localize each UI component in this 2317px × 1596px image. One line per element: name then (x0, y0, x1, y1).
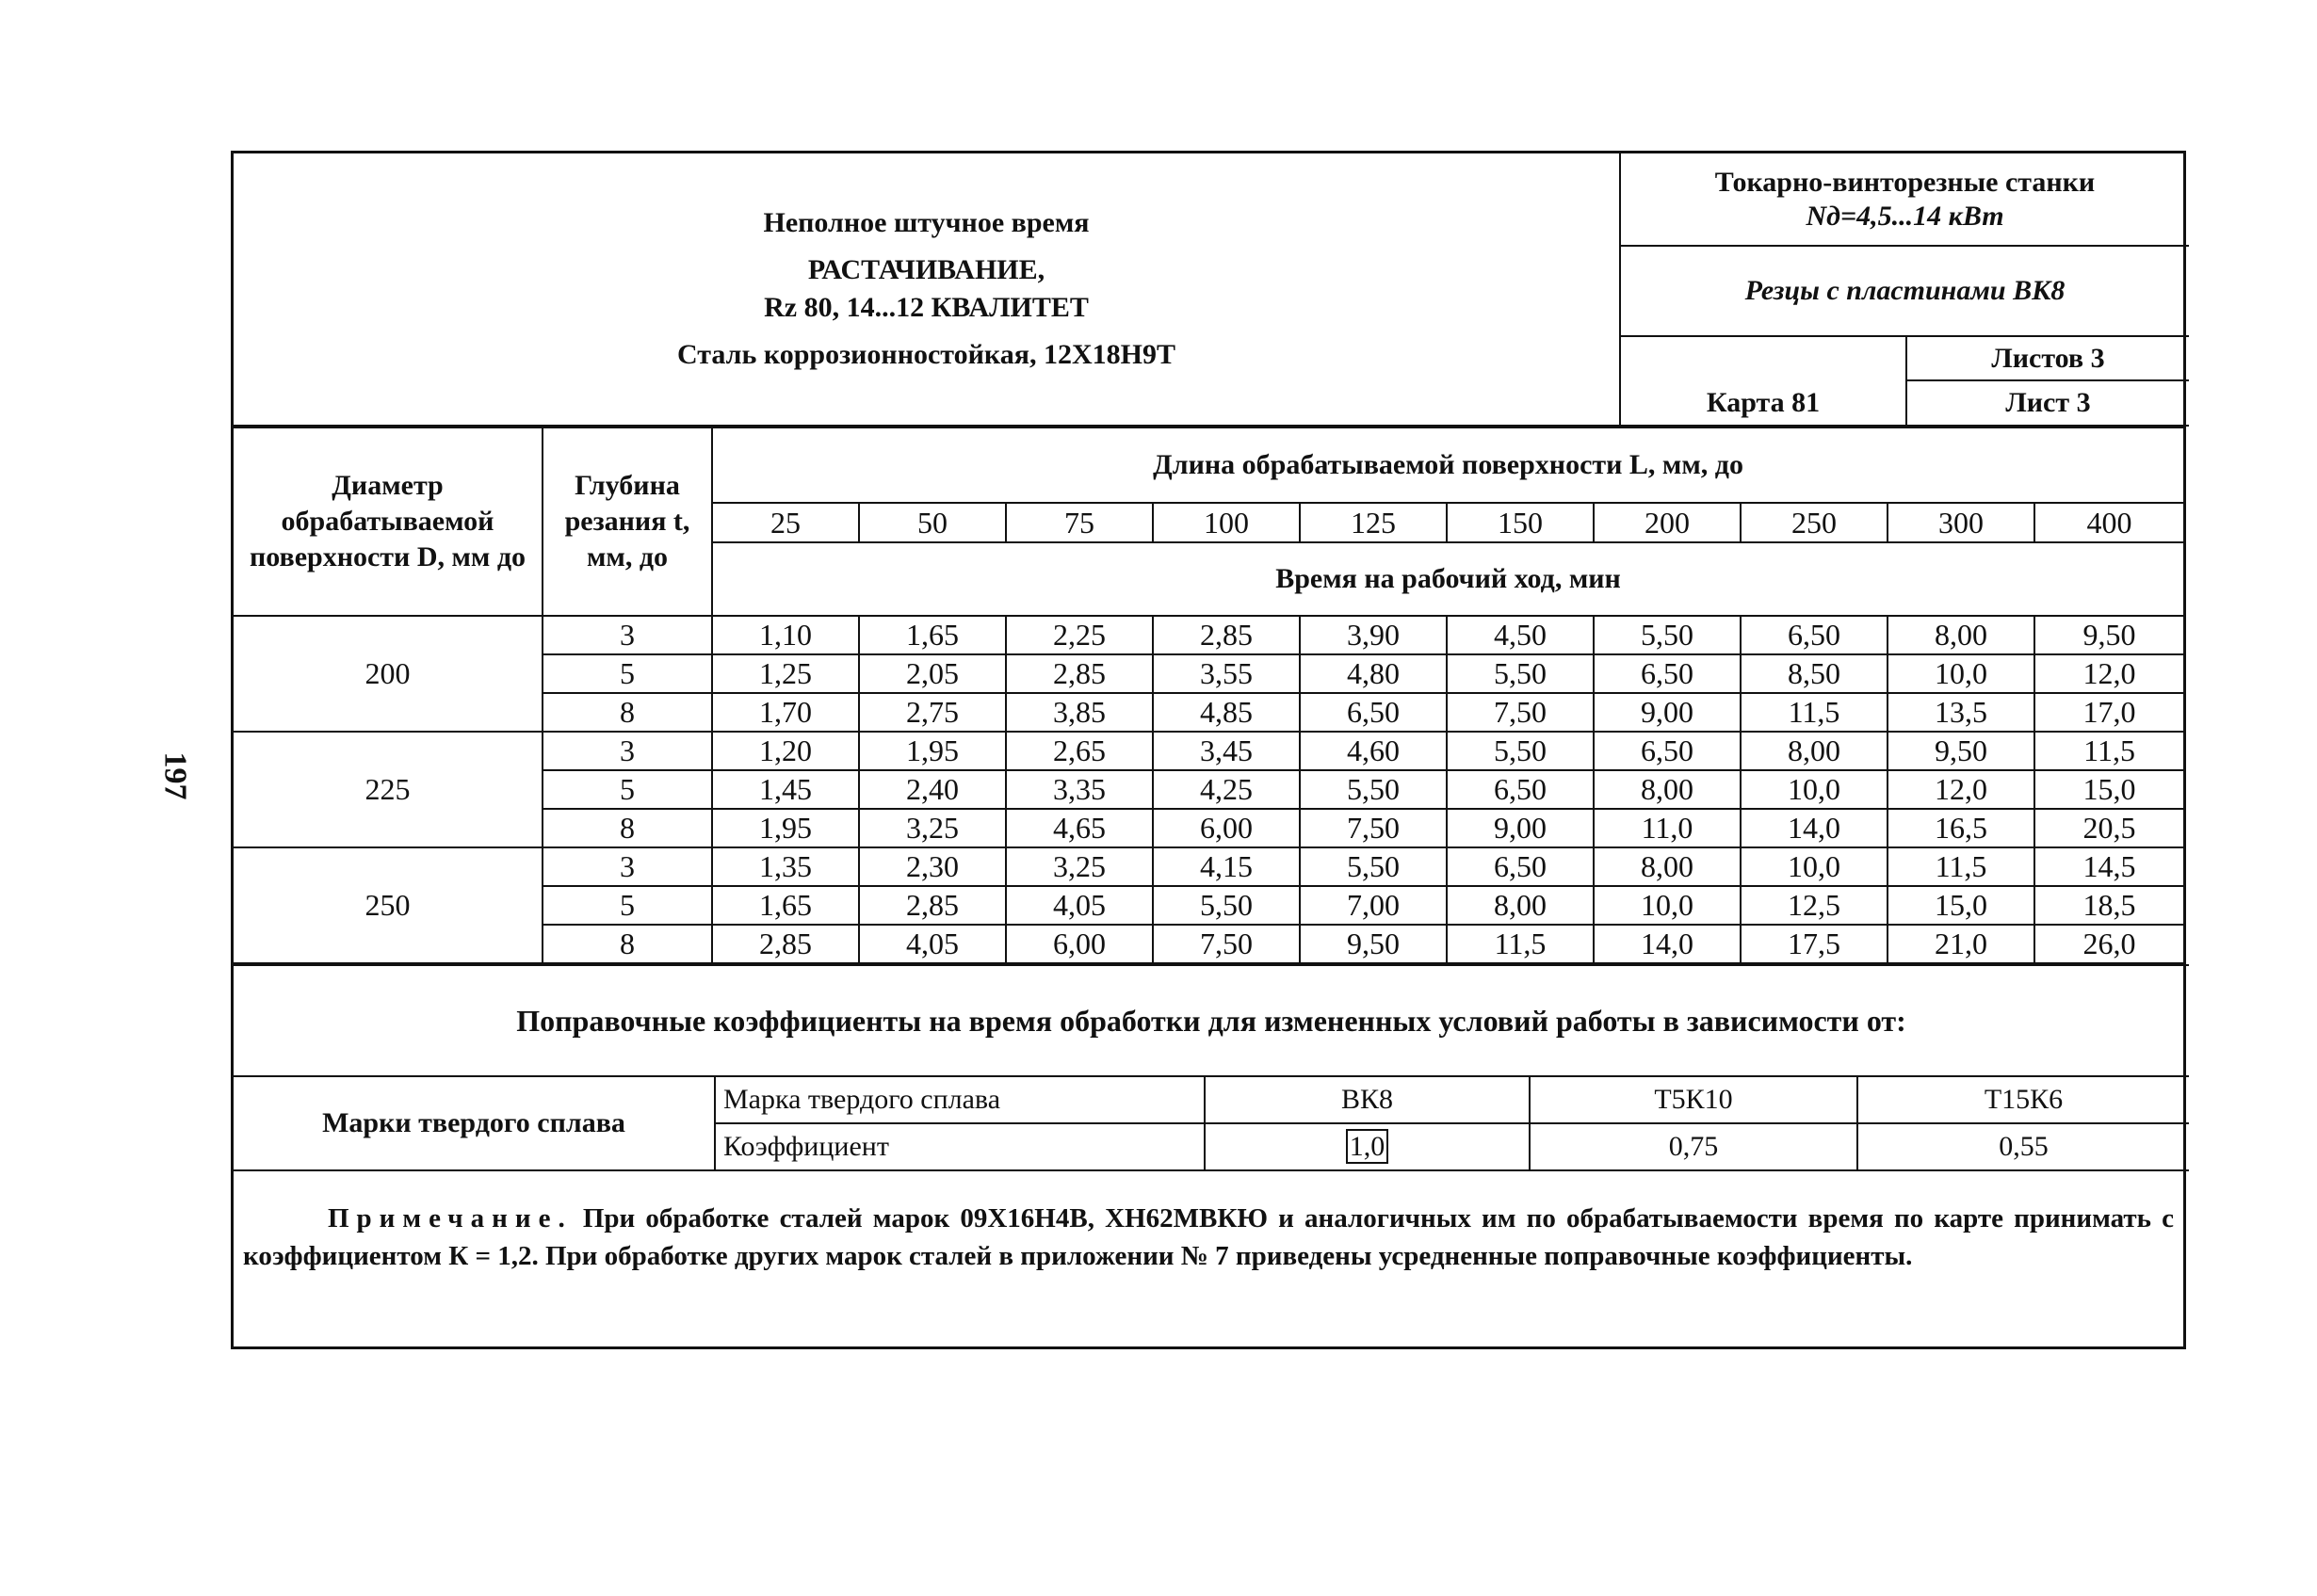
norm-card (231, 151, 2186, 1349)
time-cell: 3,90 (1300, 616, 1447, 654)
time-cell: 5,50 (1300, 847, 1447, 886)
time-cell: 3,85 (1006, 693, 1153, 732)
time-cell: 3,55 (1153, 654, 1300, 693)
length-8: 300 (1888, 503, 2034, 542)
depth-cell: 8 (543, 693, 712, 732)
time-cell: 1,95 (859, 732, 1006, 770)
material: Сталь коррозионностойкая, 12Х18Н9Т (676, 339, 1175, 370)
length-6: 200 (1594, 503, 1741, 542)
time-cell: 2,85 (712, 925, 859, 963)
time-cell: 10,0 (1741, 847, 1888, 886)
note (234, 1171, 2183, 1303)
time-cell: 3,25 (1006, 847, 1153, 886)
tools-info: Резцы с пластинами ВК8 (1620, 246, 2189, 336)
time-cell: 2,65 (1006, 732, 1153, 770)
time-cell: 2,25 (1006, 616, 1153, 654)
time-cell: 17,5 (1741, 925, 1888, 963)
card-number: Карта 81 (1620, 336, 1906, 426)
time-cell: 7,50 (1300, 809, 1447, 847)
time-cell: 7,00 (1300, 886, 1447, 925)
length-5: 150 (1447, 503, 1594, 542)
time-cell: 1,70 (712, 693, 859, 732)
time-cell: 6,50 (1741, 616, 1888, 654)
time-cell: 5,50 (1447, 732, 1594, 770)
time-cell: 5,50 (1447, 654, 1594, 693)
time-cell: 8,00 (1888, 616, 2034, 654)
time-cell: 12,5 (1741, 886, 1888, 925)
time-cell: 7,50 (1447, 693, 1594, 732)
time-cell: 3,35 (1006, 770, 1153, 809)
time-cell: 14,5 (2034, 847, 2183, 886)
depth-cell: 5 (543, 654, 712, 693)
time-cell: 12,0 (1888, 770, 2034, 809)
col-length-header: Длина обрабатываемой поверхности L, мм, до (712, 427, 2183, 503)
time-cell: 6,50 (1594, 732, 1741, 770)
time-cell: 5,50 (1300, 770, 1447, 809)
time-cell: 3,25 (859, 809, 1006, 847)
corrections-table (234, 964, 2189, 1171)
time-cell: 6,00 (1153, 809, 1300, 847)
length-7: 250 (1741, 503, 1888, 542)
note-text: При обработке сталей марок 09Х16Н4В, ХН62МВКЮ и аналогичных им по обрабатываемости время по карте принимать с коэффициентом К = 1,2. При обработке других марок сталей в приложении № 7 приведены усредненные поправочные коэффициенты. (243, 1203, 2174, 1271)
depth-cell: 8 (543, 809, 712, 847)
time-cell: 2,85 (1153, 616, 1300, 654)
time-cell: 6,50 (1447, 770, 1594, 809)
time-cell: 1,95 (712, 809, 859, 847)
time-cell: 18,5 (2034, 886, 2183, 925)
length-1: 50 (859, 503, 1006, 542)
time-cell: 8,00 (1594, 770, 1741, 809)
machine-line-1: Токарно-винторезные станки (1714, 166, 2096, 198)
machine-line-2: Nд=4,5...14 кВт (1806, 200, 2004, 232)
time-cell: 4,85 (1153, 693, 1300, 732)
coef-vk8: 1,0 (1346, 1129, 1389, 1164)
time-cell: 11,5 (1741, 693, 1888, 732)
coef-t15k6: 0,55 (1857, 1123, 2189, 1170)
title-block (234, 153, 1620, 426)
time-cell: 6,50 (1594, 654, 1741, 693)
time-cell: 11,5 (2034, 732, 2183, 770)
time-cell: 4,80 (1300, 654, 1447, 693)
length-4: 125 (1300, 503, 1447, 542)
sheet-number: Лист 3 (2005, 387, 2091, 418)
time-cell: 15,0 (2034, 770, 2183, 809)
corrections-group-label: Марки твердого сплава (234, 1076, 715, 1170)
col-diameter-header: Диаметр обрабатываемой поверхности D, мм до (234, 427, 543, 616)
time-cell: 11,0 (1594, 809, 1741, 847)
time-cell: 8,00 (1447, 886, 1594, 925)
depth-cell: 3 (543, 732, 712, 770)
time-cell: 4,25 (1153, 770, 1300, 809)
time-cell: 14,0 (1741, 809, 1888, 847)
coef-vk8-cell (1205, 1123, 1530, 1170)
depth-cell: 5 (543, 770, 712, 809)
time-cell: 1,65 (712, 886, 859, 925)
machine-info (1620, 153, 2189, 246)
time-cell: 1,65 (859, 616, 1006, 654)
time-cell: 1,45 (712, 770, 859, 809)
time-cell: 1,35 (712, 847, 859, 886)
time-cell: 8,00 (1594, 847, 1741, 886)
time-cell: 10,0 (1594, 886, 1741, 925)
time-cell: 9,50 (1888, 732, 2034, 770)
time-cell: 10,0 (1741, 770, 1888, 809)
time-cell: 2,40 (859, 770, 1006, 809)
time-table (234, 427, 2183, 964)
header-table (234, 153, 2189, 427)
time-cell: 5,50 (1153, 886, 1300, 925)
table-row (234, 847, 2183, 886)
time-cell: 12,0 (2034, 654, 2183, 693)
time-cell: 20,5 (2034, 809, 2183, 847)
time-cell: 13,5 (1888, 693, 2034, 732)
title-line-2: Rz 80, 14...12 КВАЛИТЕТ (764, 292, 1089, 323)
coefficient-row-label: Коэффициент (715, 1123, 1205, 1170)
diameter-cell: 250 (234, 847, 543, 963)
time-cell: 4,15 (1153, 847, 1300, 886)
coef-t5k10: 0,75 (1530, 1123, 1857, 1170)
time-cell: 9,00 (1594, 693, 1741, 732)
time-data (234, 616, 2183, 963)
time-cell: 11,5 (1447, 925, 1594, 963)
time-cell: 4,05 (859, 925, 1006, 963)
length-3: 100 (1153, 503, 1300, 542)
time-cell: 2,75 (859, 693, 1006, 732)
length-2: 75 (1006, 503, 1153, 542)
depth-cell: 8 (543, 925, 712, 963)
time-cell: 9,50 (2034, 616, 2183, 654)
time-cell: 6,00 (1006, 925, 1153, 963)
time-cell: 14,0 (1594, 925, 1741, 963)
time-cell: 4,60 (1300, 732, 1447, 770)
time-cell: 5,50 (1594, 616, 1741, 654)
time-cell: 2,30 (859, 847, 1006, 886)
depth-cell: 3 (543, 616, 712, 654)
grade-t15k6: Т15К6 (1857, 1076, 2189, 1123)
time-cell: 7,50 (1153, 925, 1300, 963)
depth-cell: 3 (543, 847, 712, 886)
table-row (234, 732, 2183, 770)
time-cell: 2,85 (1006, 654, 1153, 693)
sheets-total: Листов 3 (1907, 337, 2189, 381)
note-label: Примечание. (328, 1203, 573, 1233)
time-cell: 11,5 (1888, 847, 2034, 886)
grade-row-label: Марка твердого сплава (715, 1076, 1205, 1123)
time-cell: 9,50 (1300, 925, 1447, 963)
time-cell: 3,45 (1153, 732, 1300, 770)
grade-t5k10: Т5К10 (1530, 1076, 1857, 1123)
time-cell: 1,25 (712, 654, 859, 693)
length-0: 25 (712, 503, 859, 542)
time-cell: 10,0 (1888, 654, 2034, 693)
time-cell: 2,85 (859, 886, 1006, 925)
page-number: 197 (157, 751, 193, 800)
subtitle: Неполное штучное время (763, 207, 1090, 238)
sheets-block (1906, 336, 2189, 426)
title-line-1: РАСТАЧИВАНИЕ, (807, 254, 1045, 285)
time-cell: 2,05 (859, 654, 1006, 693)
time-cell: 6,50 (1300, 693, 1447, 732)
time-cell: 16,5 (1888, 809, 2034, 847)
time-cell: 6,50 (1447, 847, 1594, 886)
time-cell: 21,0 (1888, 925, 2034, 963)
diameter-cell: 225 (234, 732, 543, 847)
time-cell: 26,0 (2034, 925, 2183, 963)
time-cell: 15,0 (1888, 886, 2034, 925)
col-time-header: Время на рабочий ход, мин (712, 542, 2183, 616)
time-cell: 8,00 (1741, 732, 1888, 770)
depth-cell: 5 (543, 886, 712, 925)
time-cell: 4,05 (1006, 886, 1153, 925)
length-9: 400 (2034, 503, 2183, 542)
operation-title (234, 251, 1619, 327)
time-cell: 4,65 (1006, 809, 1153, 847)
corrections-title: Поправочные коэффициенты на время обработки для измененных условий работы в зависимости от: (234, 965, 2189, 1076)
time-cell: 1,10 (712, 616, 859, 654)
grade-vk8: ВК8 (1205, 1076, 1530, 1123)
table-row (234, 616, 2183, 654)
time-cell: 4,50 (1447, 616, 1594, 654)
time-cell: 8,50 (1741, 654, 1888, 693)
time-cell: 9,00 (1447, 809, 1594, 847)
time-cell: 17,0 (2034, 693, 2183, 732)
diameter-cell: 200 (234, 616, 543, 732)
time-cell: 1,20 (712, 732, 859, 770)
col-depth-header: Глубина резания t, мм, до (543, 427, 712, 616)
